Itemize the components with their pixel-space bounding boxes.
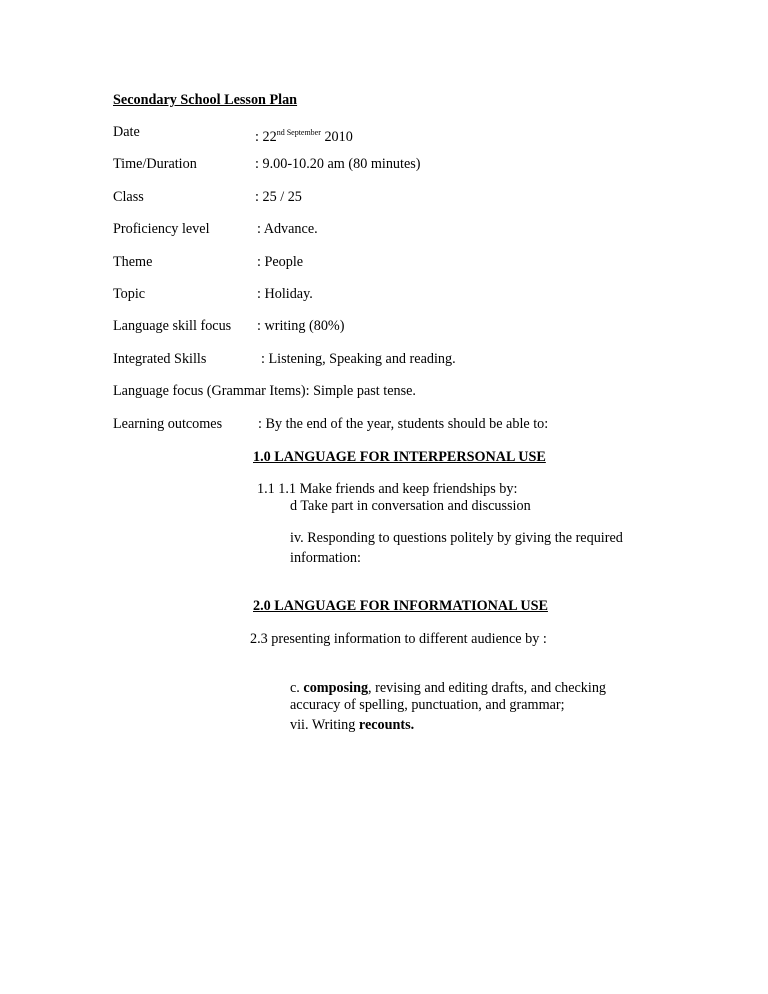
proficiency-label: Proficiency level bbox=[113, 221, 210, 237]
section1-line2: d Take part in conversation and discussion bbox=[290, 498, 531, 514]
topic-value: : Holiday. bbox=[257, 286, 313, 302]
theme-value: : People bbox=[257, 254, 304, 270]
section1-heading: 1.0 LANGUAGE FOR INTERPERSONAL USE bbox=[253, 449, 546, 465]
outcomes-label: Learning outcomes bbox=[113, 416, 223, 432]
section2-item-vii: vii. Writing recounts. bbox=[290, 717, 415, 733]
skill-focus-label: Language skill focus bbox=[113, 318, 232, 334]
theme-label: Theme bbox=[113, 254, 153, 270]
time-value: : 9.00-10.20 am (80 minutes) bbox=[255, 156, 421, 172]
integrated-skills-value: : Listening, Speaking and reading. bbox=[261, 351, 456, 367]
section2-item-c-cont: accuracy of spelling, punctuation, and grammar; bbox=[290, 697, 565, 713]
class-value: : 25 / 25 bbox=[255, 189, 302, 205]
section1-line1: 1.1 1.1 Make friends and keep friendships by: bbox=[257, 481, 518, 497]
document-title: Secondary School Lesson Plan bbox=[113, 92, 298, 108]
grammar-focus: Language focus (Grammar Items): Simple past tense. bbox=[113, 383, 416, 399]
outcomes-value: : By the end of the year, students should be able to: bbox=[258, 416, 549, 432]
section1-line4: information: bbox=[290, 550, 361, 566]
section1-line3: iv. Responding to questions politely by giving the required bbox=[290, 530, 623, 546]
date-value: : $22^{nd September}$ 2010 bbox=[255, 128, 353, 145]
proficiency-value: : Advance. bbox=[257, 221, 318, 237]
section2-line1: 2.3 presenting information to different audience by : bbox=[250, 631, 547, 647]
topic-label: Topic bbox=[113, 286, 146, 302]
skill-focus-value: : writing (80%) bbox=[257, 318, 345, 334]
section2-heading: 2.0 LANGUAGE FOR INFORMATIONAL USE bbox=[253, 598, 548, 614]
time-label: Time/Duration bbox=[113, 156, 197, 172]
class-label: Class bbox=[113, 189, 144, 205]
integrated-skills-label: Integrated Skills bbox=[113, 351, 207, 367]
date-label: Date bbox=[113, 124, 140, 140]
section2-item-c: c. composing, revising and editing drafts, and checking bbox=[290, 680, 607, 696]
